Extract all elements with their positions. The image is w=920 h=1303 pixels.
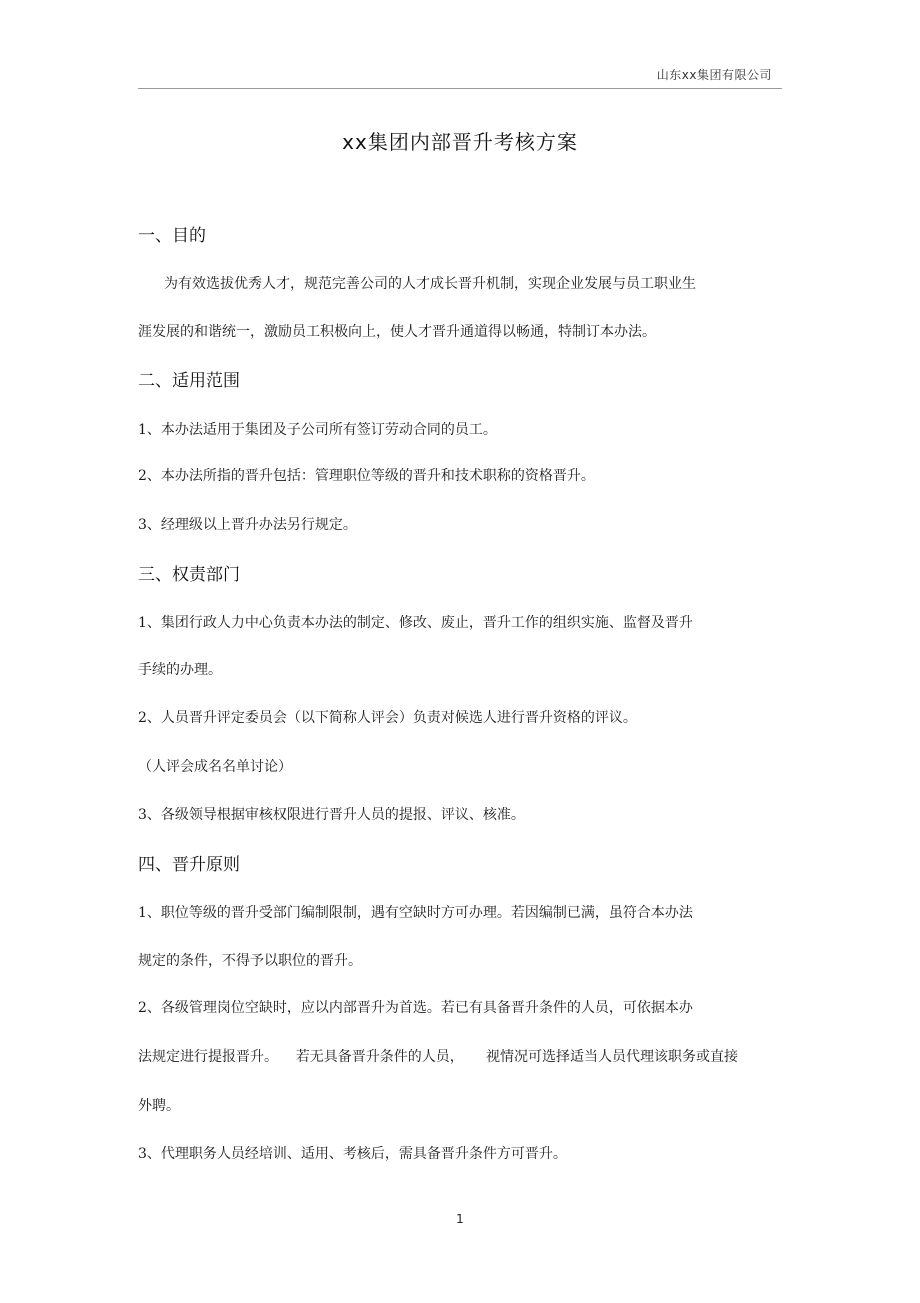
section-heading-scope: 二、适用范围 [138,371,240,391]
list-item-continuation: 法规定进行提报晋升。 若无具备晋升条件的人员， 视情况可选择适当人员代理该职务或直接 [138,1049,739,1065]
list-item: 2、本办法所指的晋升包括：管理职位等级的晋升和技术职称的资格晋升。 [138,468,595,484]
list-item: 1、本办法适用于集团及子公司所有签订劳动合同的员工。 [138,422,497,438]
section-heading-promotion-principles: 四、晋升原则 [138,855,240,875]
list-item-continuation: 规定的条件，不得予以职位的晋升。 [138,953,362,969]
header-divider [138,88,782,89]
list-item: 3、代理职务人员经培训、适用、考核后，需具备晋升条件方可晋升。 [138,1146,567,1162]
list-item: 1、集团行政人力中心负责本办法的制定、修改、废止，晋升工作的组织实施、监督及晋升 [138,615,693,631]
list-item-continuation: 外聘。 [138,1098,180,1114]
note-text: （人评会成名名单讨论） [138,759,292,775]
paragraph-line: 为有效选拔优秀人才，规范完善公司的人才成长晋升机制，实现企业发展与员工职业生 [164,276,696,292]
list-item: 2、人员晋升评定委员会（以下简称人评会）负责对候选人进行晋升资格的评议。 [138,710,637,726]
document-title: xx集团内部晋升考核方案 [342,130,578,154]
list-item: 3、经理级以上晋升办法另行规定。 [138,517,357,533]
list-item: 3、各级领导根据审核权限进行晋升人员的提报、评议、核准。 [138,807,525,823]
page-number: 1 [456,1212,464,1226]
list-item: 1、职位等级的晋升受部门编制限制，遇有空缺时方可办理。若因编制已满，虽符合本办法 [138,905,693,921]
section-heading-purpose: 一、目的 [138,226,206,246]
list-item: 2、各级管理岗位空缺时，应以内部晋升为首选。若已有具备晋升条件的人员，可依据本办 [138,1000,693,1016]
list-item-continuation: 手续的办理。 [138,662,222,678]
section-heading-responsible-departments: 三、权责部门 [138,565,240,585]
paragraph-line: 涯发展的和谐统一，激励员工积极向上，使人才晋升通道得以畅通，特制订本办法。 [138,324,656,340]
header-company-name: 山东xx集团有限公司 [656,68,772,82]
